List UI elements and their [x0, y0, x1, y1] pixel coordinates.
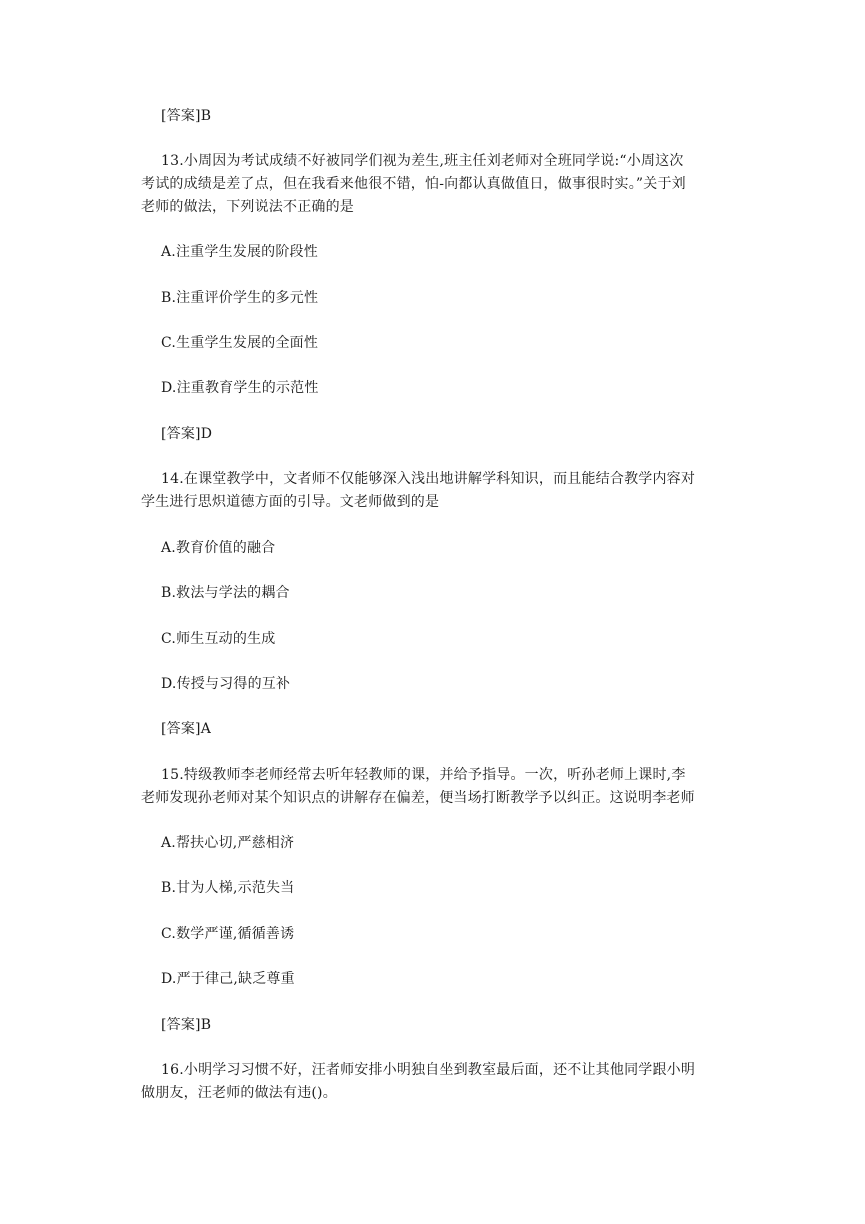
- question-14-option-d: D.传授与习得的互补: [161, 676, 291, 692]
- question-13-option-a: A.注重学生发展的阶段性: [161, 244, 318, 260]
- question-15-option-c: C.数学严谨,循循善诱: [161, 926, 295, 942]
- question-13-option-c: C.生重学生发展的全面性: [161, 335, 319, 351]
- question-13-answer: [答案]D: [161, 426, 213, 442]
- question-14-answer: [答案]A: [161, 721, 212, 737]
- question-13-option-b: B.注重评价学生的多元性: [161, 290, 319, 306]
- question-13-option-d: D.注重教育学生的示范性: [161, 380, 319, 396]
- answer-previous: [答案]B: [161, 108, 212, 124]
- question-13-line-3: 老师的做法，下列说法不正确的是: [141, 199, 354, 215]
- question-14-option-b: B.救法与学法的耦合: [161, 585, 290, 601]
- question-14-option-a: A.教育价值的融合: [161, 540, 276, 556]
- question-14-line-1: 14.在课堂教学中，文者师不仅能够深入浅出地讲解学科知识，而且能结合教学内容对: [161, 471, 696, 487]
- question-15-answer: [答案]B: [161, 1017, 212, 1033]
- question-14-option-c: C.师生互动的生成: [161, 631, 276, 647]
- question-15-line-1: 15.特级教师李老师经常去听年轻教师的课，并给予指导。一次，听孙老师上课时,李: [161, 767, 686, 783]
- question-16-line-1: 16.小明学习习惯不好，汪者师安排小明独自坐到教室最后面，还不让其他同学跟小明: [161, 1062, 696, 1078]
- question-13-line-1: 13.小周因为考试成绩不好被同学们视为差生,班主任刘老师对全班同学说:“小周这次: [161, 153, 684, 169]
- question-15-option-a: A.帮扶心切,严慈相济: [161, 835, 295, 851]
- question-15-line-2: 老师发现孙老师对某个知识点的讲解存在偏差，便当场打断教学予以纠正。这说明李老师: [141, 790, 695, 806]
- question-13-line-2: 考试的成绩是差了点，但在我看来他很不错，怕-向都认真做值日，做事很时实。”关于刘: [141, 176, 686, 192]
- question-16-line-2: 做朋友，汪老师的做法有违()。: [141, 1085, 337, 1101]
- question-14-line-2: 学生进行思炽道德方面的引导。文老师做到的是: [141, 494, 440, 510]
- question-15-option-b: B.甘为人梯,示范失当: [161, 880, 295, 896]
- question-15-option-d: D.严于律己,缺乏尊重: [161, 971, 295, 987]
